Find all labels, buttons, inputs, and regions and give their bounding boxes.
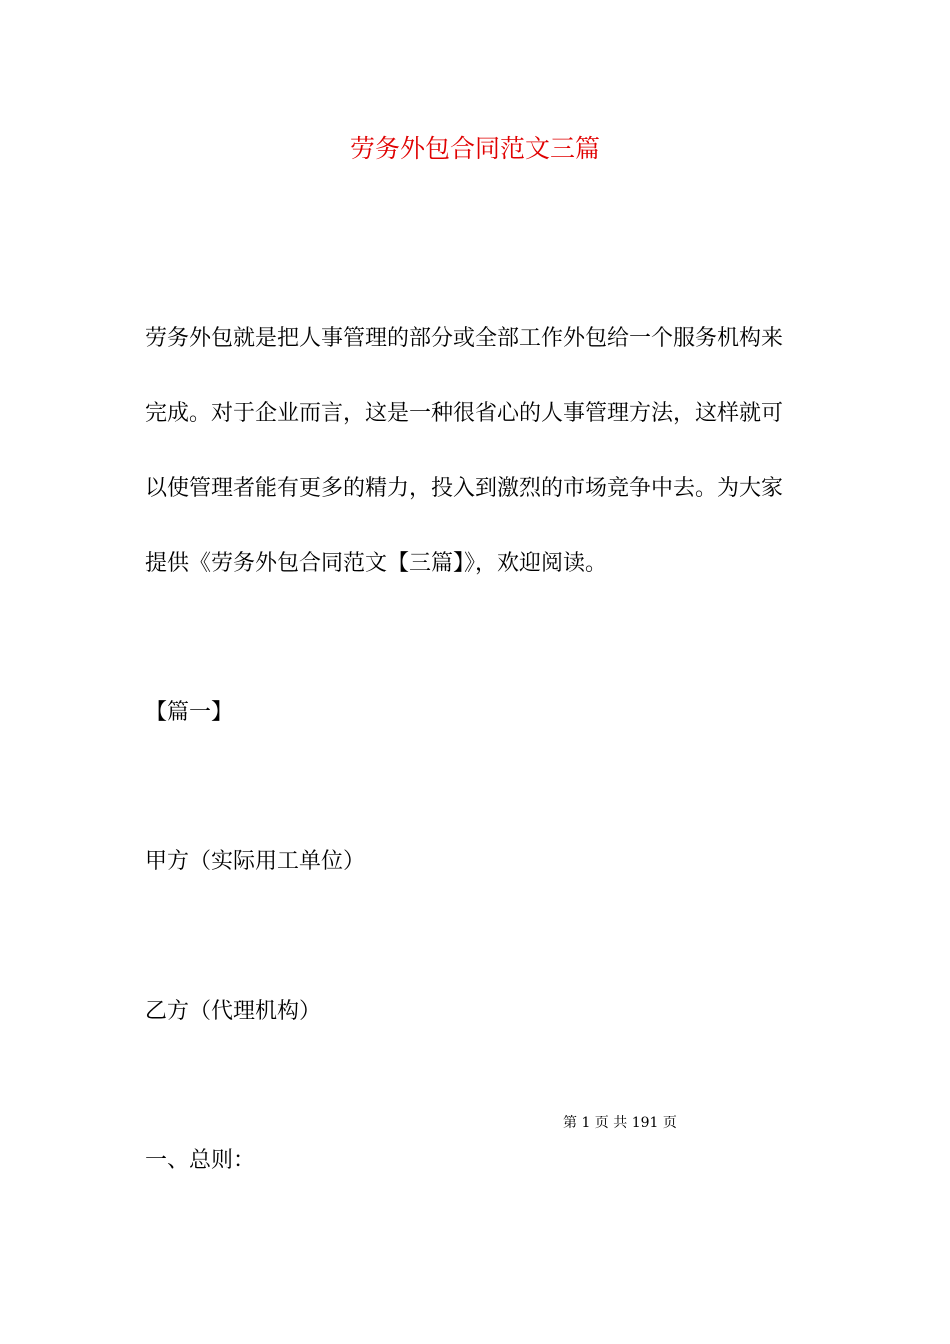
- document-title: 劳务外包合同范文三篇: [349, 134, 600, 163]
- intro-line: 劳务外包就是把人事管理的部分或全部工作外包给一个服务机构来: [145, 326, 784, 351]
- intro-line: 完成。对于企业而言，这是一种很省心的人事管理方法，这样就可: [145, 401, 784, 426]
- intro-paragraph: [145, 320, 810, 620]
- party-a-line: 甲方（实际用工单位）: [145, 849, 366, 874]
- intro-line: 提供《劳务外包合同范文【三篇】》，欢迎阅读。: [145, 551, 608, 576]
- clause-heading: 一、总则：: [145, 1148, 256, 1173]
- intro-line: 以使管理者能有更多的精力，投入到激烈的市场竞争中去。为大家: [145, 476, 784, 501]
- party-b-line: 乙方（代理机构）: [145, 999, 322, 1024]
- page-footer: 第 1 页 共 191 页: [563, 1115, 677, 1131]
- section-heading: 【篇一】: [145, 700, 234, 725]
